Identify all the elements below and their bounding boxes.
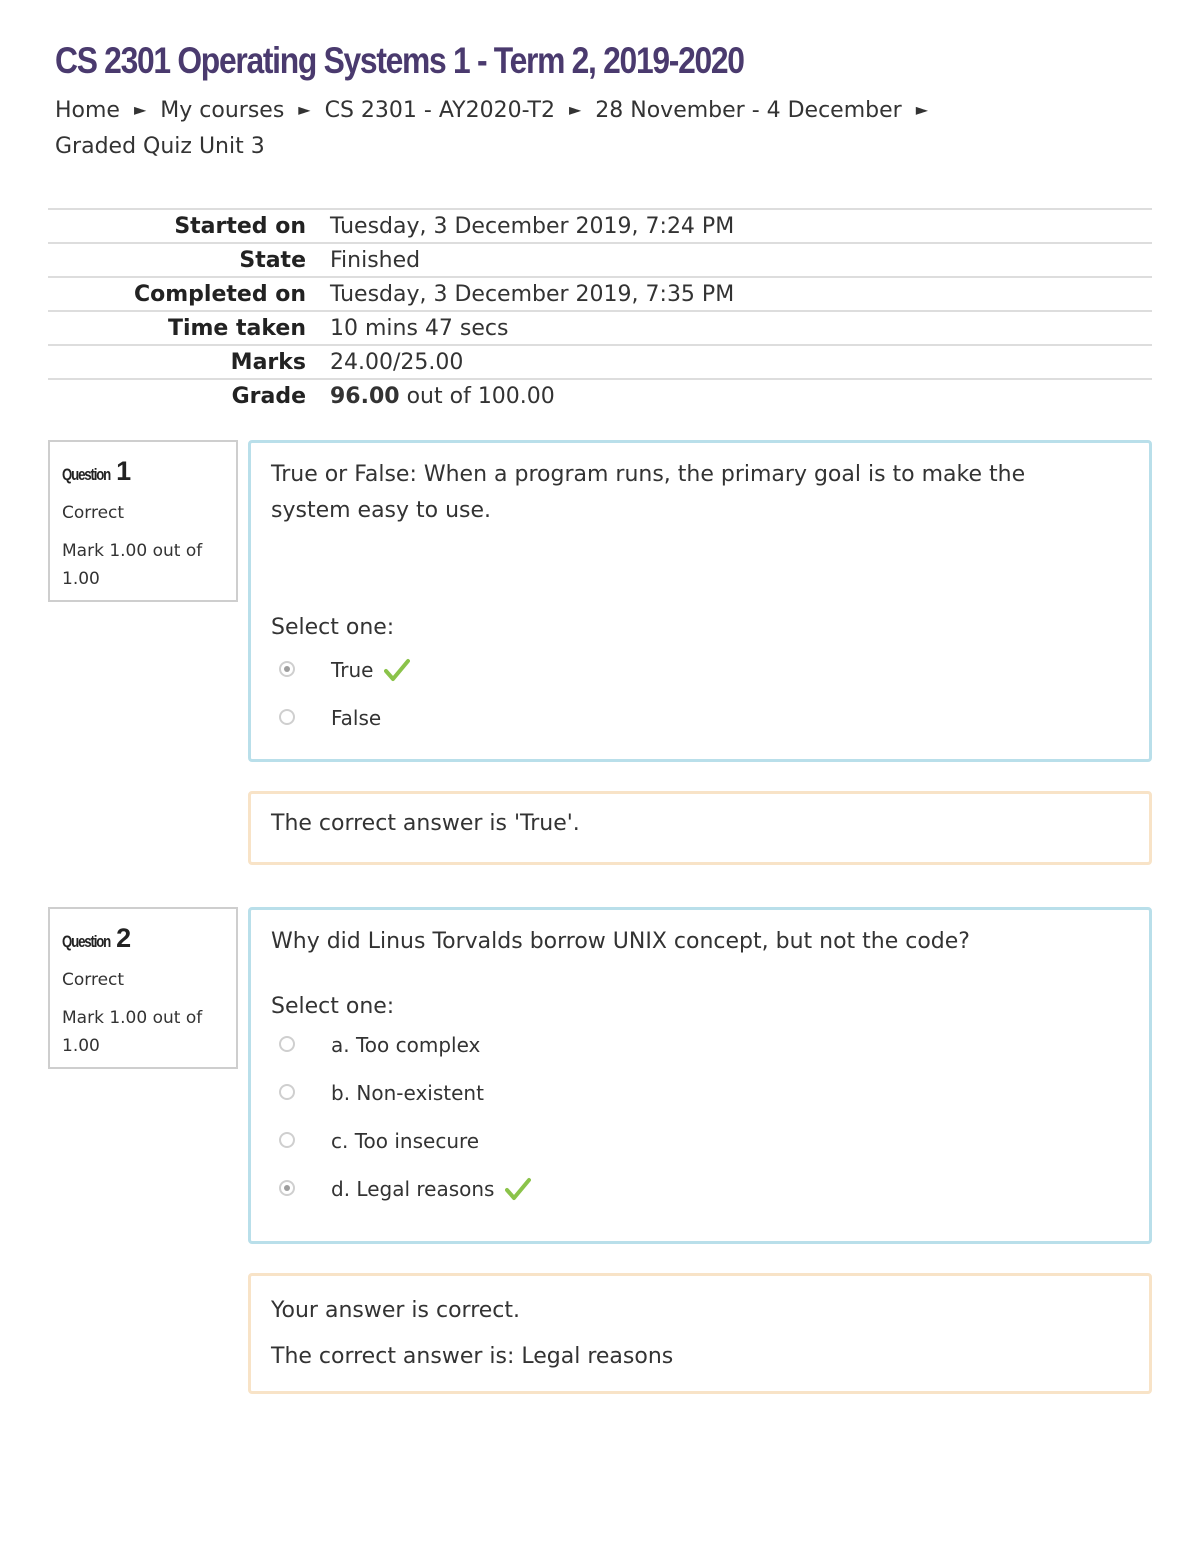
question-2-feedback bbox=[248, 1273, 1152, 1394]
summary-value: Tuesday, 3 December 2019, 7:24 PM bbox=[330, 213, 735, 239]
breadcrumb-separator-icon: ► bbox=[133, 100, 147, 119]
answer-option-false[interactable] bbox=[271, 694, 1129, 742]
summary-label: Grade bbox=[231, 384, 306, 409]
grade-suffix: out of 100.00 bbox=[406, 384, 555, 409]
select-one-prompt: Select one: bbox=[271, 615, 395, 640]
summary-label: State bbox=[239, 247, 306, 273]
radio-button[interactable] bbox=[279, 1084, 295, 1100]
question-text: True or False: When a program runs, the primary goal is to make the system easy to use. bbox=[271, 462, 1026, 523]
option-label: b. Non-existent bbox=[331, 1081, 484, 1105]
breadcrumb-separator-icon: ► bbox=[298, 100, 311, 119]
select-one-prompt: Select one: bbox=[271, 994, 395, 1019]
question-number: Question 2 bbox=[62, 923, 132, 953]
summary-label: Marks bbox=[230, 349, 306, 375]
question-grade: Mark 1.00 out of 1.00 bbox=[62, 1008, 203, 1056]
radio-button[interactable] bbox=[279, 709, 295, 725]
radio-button[interactable] bbox=[279, 1180, 295, 1196]
question-2-formulation bbox=[248, 907, 1152, 1244]
summary-row-marks bbox=[48, 345, 1152, 379]
summary-value: Tuesday, 3 December 2019, 7:35 PM bbox=[330, 281, 735, 307]
question-1-feedback bbox=[248, 791, 1152, 865]
option-label: a. Too complex bbox=[331, 1033, 481, 1057]
summary-label: Time taken bbox=[167, 315, 306, 341]
answer-option-true[interactable] bbox=[271, 646, 1129, 694]
page-title: CS 2301 Operating Systems 1 - Term 2, 2019-2020 bbox=[55, 40, 744, 81]
summary-row-grade bbox=[48, 379, 1152, 413]
check-icon bbox=[384, 658, 410, 682]
grade-value: 96.00 bbox=[330, 384, 400, 409]
feedback-text: Your answer is correct. bbox=[271, 1298, 521, 1323]
summary-row-completed bbox=[48, 277, 1152, 311]
question-2-info bbox=[48, 907, 238, 1069]
summary-label: Completed on bbox=[133, 281, 306, 307]
feedback-text: The correct answer is 'True'. bbox=[271, 811, 580, 836]
summary-value: 24.00/25.00 bbox=[330, 349, 464, 375]
breadcrumb-week[interactable]: 28 November - 4 December bbox=[595, 98, 902, 123]
question-1-formulation bbox=[248, 440, 1152, 762]
summary-row-state bbox=[48, 243, 1152, 277]
option-label: d. Legal reasons bbox=[331, 1177, 495, 1201]
breadcrumb-separator-icon: ► bbox=[568, 100, 582, 119]
question-state: Correct bbox=[62, 503, 125, 523]
summary-value: 10 mins 47 secs bbox=[330, 315, 509, 341]
radio-button[interactable] bbox=[279, 661, 295, 677]
answer-option-c[interactable] bbox=[271, 1117, 1129, 1165]
breadcrumb-home[interactable]: Home bbox=[55, 98, 120, 123]
option-label: c. Too insecure bbox=[331, 1129, 480, 1153]
question-1-info bbox=[48, 440, 238, 602]
option-label: False bbox=[331, 706, 382, 730]
summary-value: Finished bbox=[330, 247, 421, 273]
breadcrumb bbox=[55, 93, 1055, 164]
breadcrumb-course[interactable]: CS 2301 - AY2020-T2 bbox=[324, 98, 555, 123]
feedback-correct-answer: The correct answer is: Legal reasons bbox=[271, 1344, 674, 1369]
radio-button[interactable] bbox=[279, 1036, 295, 1052]
attempt-summary-table bbox=[48, 208, 1152, 413]
answer-option-b[interactable] bbox=[271, 1069, 1129, 1117]
check-icon bbox=[505, 1177, 531, 1201]
question-text: Why did Linus Torvalds borrow UNIX concept, but not the code? bbox=[271, 929, 970, 954]
question-grade: Mark 1.00 out of 1.00 bbox=[62, 541, 203, 589]
breadcrumb-separator-icon: ► bbox=[915, 100, 929, 119]
question-number: Question 1 bbox=[62, 456, 132, 486]
question-state: Correct bbox=[62, 970, 125, 990]
breadcrumb-quiz[interactable]: Graded Quiz Unit 3 bbox=[55, 134, 265, 159]
radio-button[interactable] bbox=[279, 1132, 295, 1148]
summary-row-time-taken bbox=[48, 311, 1152, 345]
answer-option-d[interactable] bbox=[271, 1165, 1129, 1213]
summary-label: Started on bbox=[174, 213, 306, 239]
breadcrumb-my-courses[interactable]: My courses bbox=[160, 98, 285, 123]
option-label: True bbox=[331, 658, 374, 682]
answer-option-a[interactable] bbox=[271, 1021, 1129, 1069]
summary-row-started bbox=[48, 209, 1152, 243]
